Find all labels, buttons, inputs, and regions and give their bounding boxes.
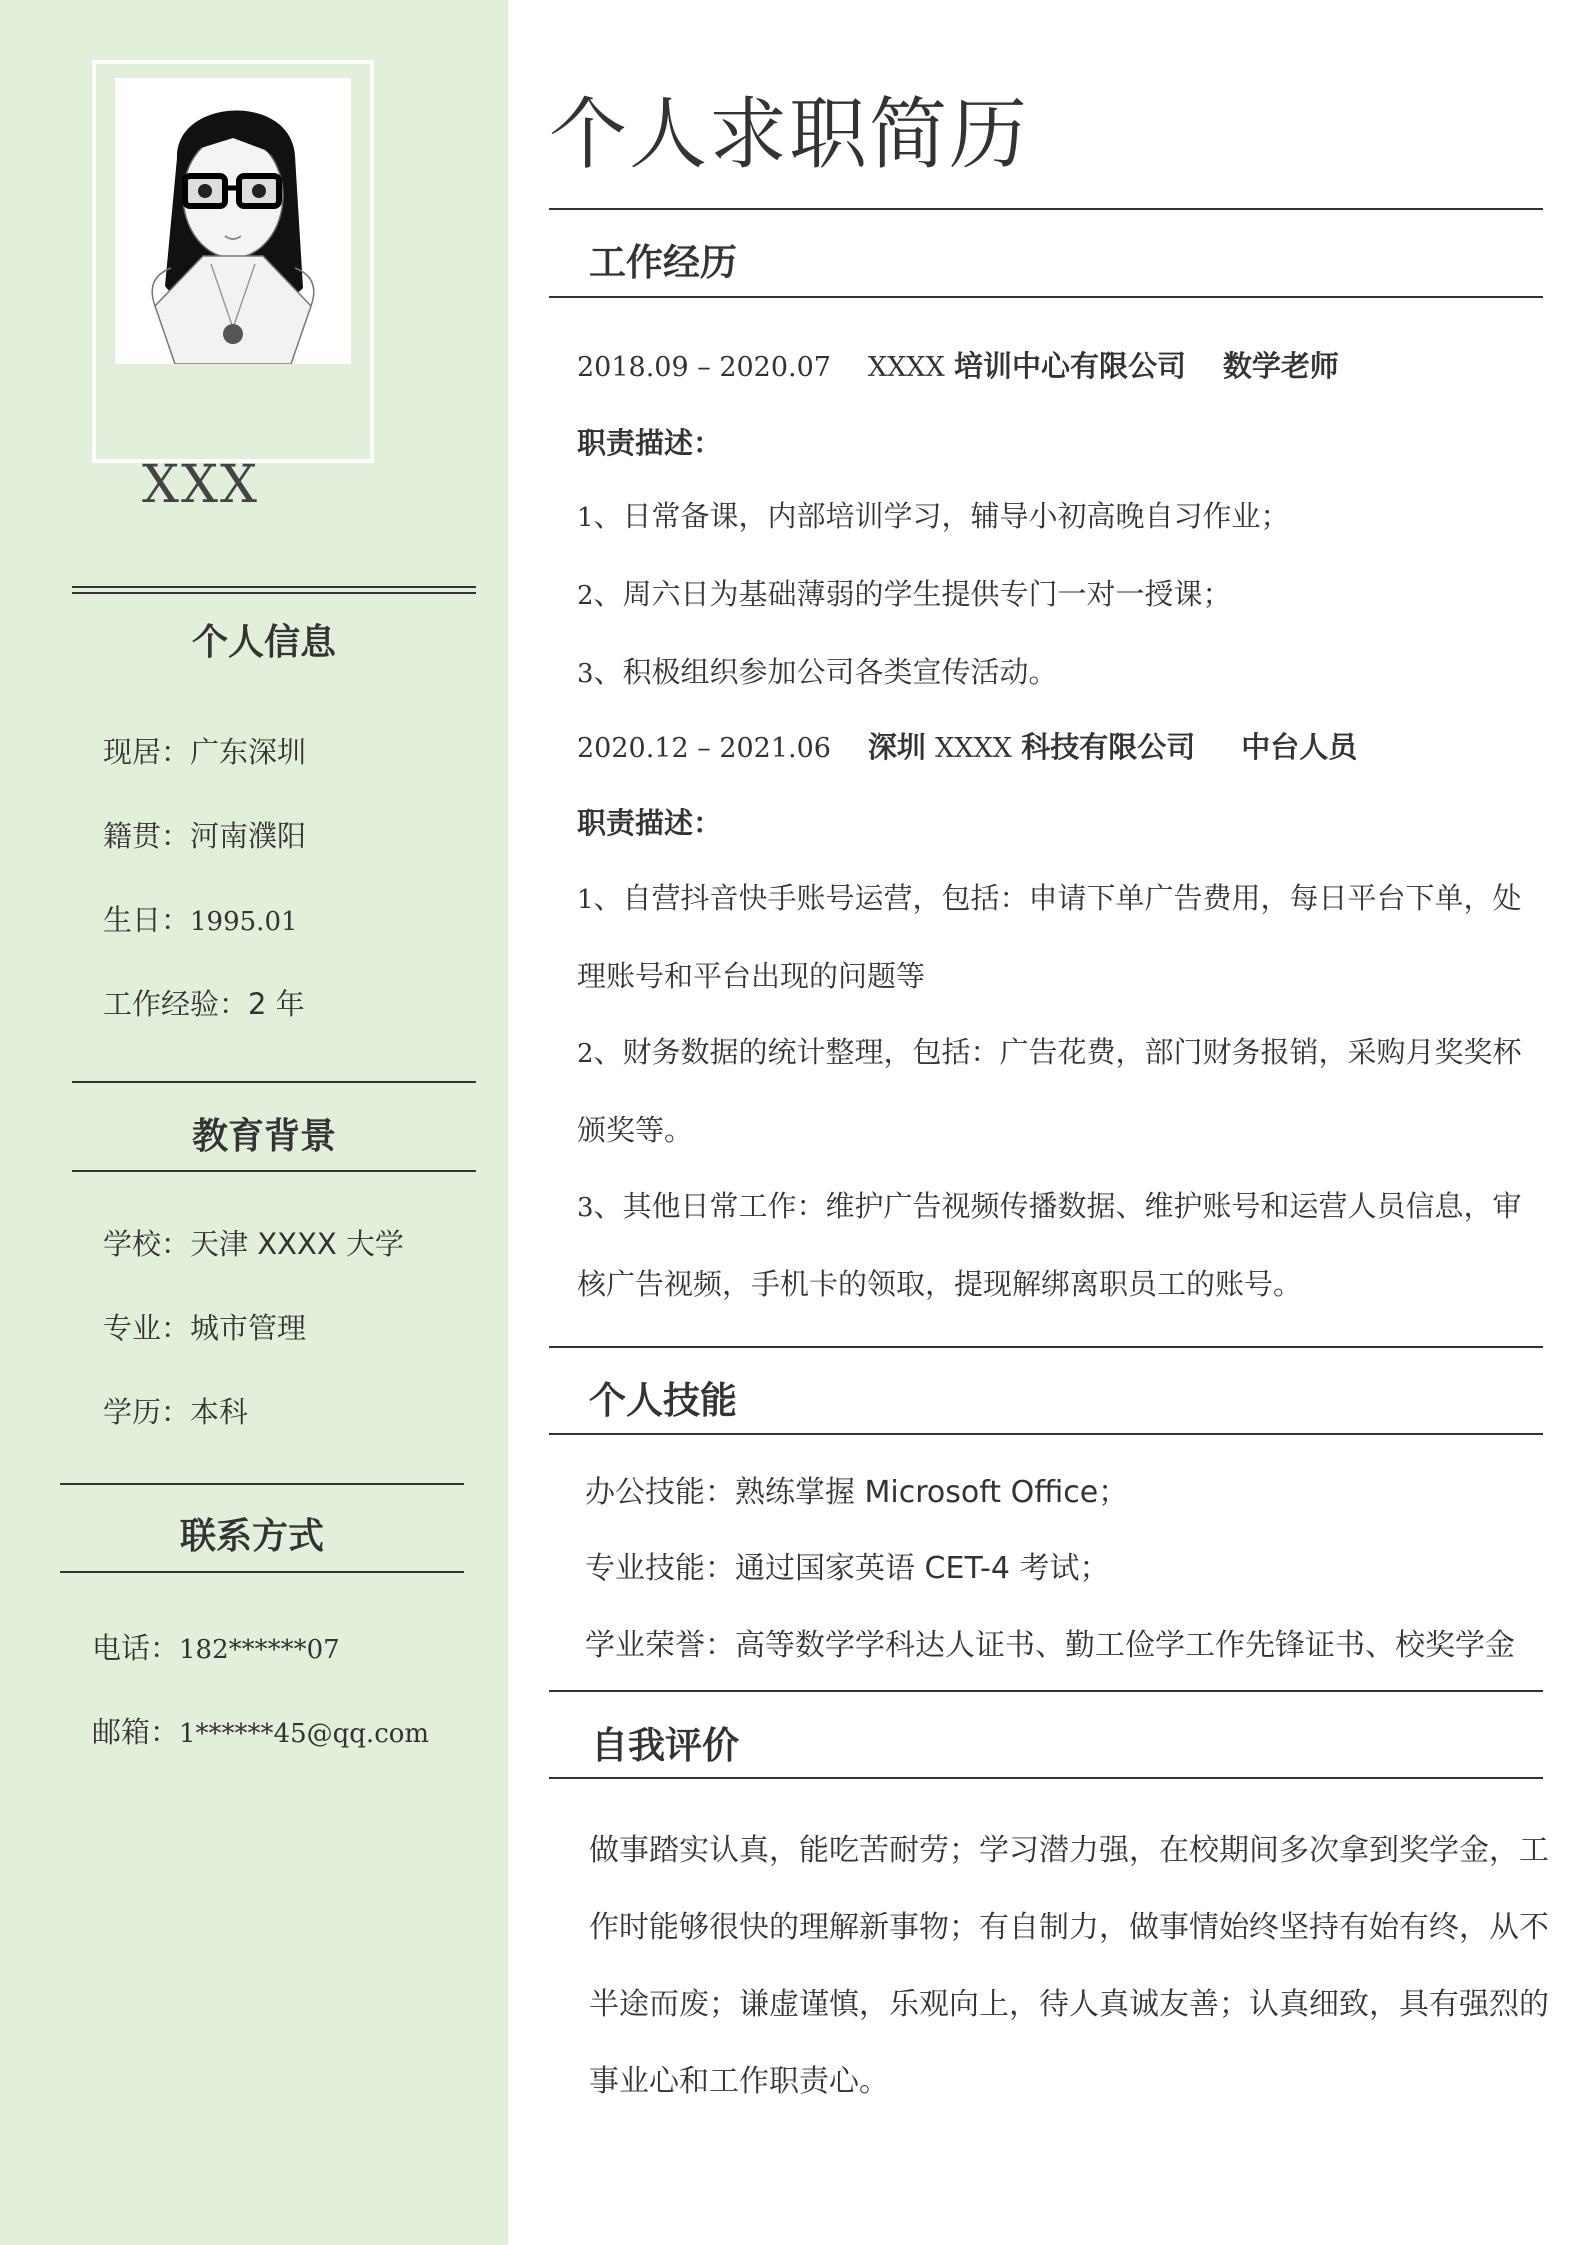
duty-num: 1 xyxy=(577,503,594,533)
section-divider xyxy=(72,586,476,594)
duty-label: 职责描述： xyxy=(577,426,723,460)
self-eval-heading: 自我评价 xyxy=(591,1724,739,1767)
job-2-duties xyxy=(577,860,1543,1322)
info-value: 2 年 xyxy=(248,987,305,1021)
info-label: 生日： xyxy=(103,903,191,937)
info-value: 1******45@qq.com xyxy=(179,1719,430,1749)
info-hometown xyxy=(103,814,306,855)
section-divider xyxy=(549,208,1543,210)
job-company: 科技有限公司 xyxy=(1021,730,1196,764)
sidebar xyxy=(0,0,508,2245)
duty-num: 1 xyxy=(577,885,594,915)
info-label: 电话： xyxy=(92,1631,180,1665)
job-company-prefix: XXXX xyxy=(935,733,1012,764)
work-heading: 工作经历 xyxy=(589,241,737,284)
job-role: 数学老师 xyxy=(1222,349,1339,383)
job-1-header xyxy=(577,344,1339,385)
duty-item xyxy=(577,634,1543,712)
duty-label: 职责描述： xyxy=(577,806,723,840)
info-experience xyxy=(103,982,305,1023)
cartoon-avatar-icon xyxy=(115,78,351,364)
duty-text: 、周六日为基础薄弱的学生提供专门一对一授课； xyxy=(593,577,1232,611)
job-role: 中台人员 xyxy=(1241,730,1358,764)
page-title: 个人求职简历 xyxy=(549,90,1030,180)
contact-heading: 联系方式 xyxy=(179,1516,324,1557)
skill-honors: 学业荣誉：高等数学学科达人证书、勤工俭学工作先锋证书、校奖学金 xyxy=(585,1628,1515,1663)
info-label: 工作经验： xyxy=(103,987,249,1021)
info-label: 学历： xyxy=(103,1395,191,1429)
info-value: 城市管理 xyxy=(190,1311,307,1345)
info-label: 邮箱： xyxy=(92,1715,180,1749)
info-label: 学校： xyxy=(103,1227,191,1261)
skills-heading: 个人技能 xyxy=(589,1379,737,1422)
duty-num: 2 xyxy=(577,581,594,611)
contact-email xyxy=(92,1710,429,1751)
section-divider xyxy=(549,1433,1543,1435)
duty-num: 3 xyxy=(577,1193,594,1223)
info-label: 籍贯： xyxy=(103,819,191,853)
duty-item xyxy=(577,860,1543,1014)
self-eval-text: 做事踏实认真，能吃苦耐劳；学习潜力强，在校期间多次拿到奖学金，工作时能够很快的理解新事物；有自制力，做事情始终坚持有始有终，从不半途而废；谦虚谨慎，乐观向上，待人真诚友善；认真细致，具有强烈的事业心和工作职责心。 xyxy=(589,1833,1549,2099)
info-label: 现居： xyxy=(103,735,191,769)
duty-item xyxy=(577,556,1543,634)
skill-english: 专业技能：通过国家英语 CET-4 考试； xyxy=(585,1551,1110,1586)
info-value: 182******07 xyxy=(179,1635,340,1665)
duty-num: 2 xyxy=(577,1039,594,1069)
duty-item xyxy=(577,478,1543,556)
edu-school xyxy=(103,1222,404,1263)
duty-item xyxy=(577,1014,1543,1168)
contact-phone xyxy=(92,1626,340,1667)
info-value: 天津 XXXX 大学 xyxy=(190,1227,404,1261)
profile-photo xyxy=(115,78,351,364)
skill-office: 办公技能：熟练掌握 Microsoft Office； xyxy=(585,1475,1129,1510)
section-divider xyxy=(60,1483,464,1485)
info-value: 河南濮阳 xyxy=(190,819,307,853)
job-date: 2020.12 – 2021.06 xyxy=(577,733,831,764)
personal-info-heading: 个人信息 xyxy=(191,622,336,663)
education-heading: 教育背景 xyxy=(191,1116,336,1157)
info-birthday xyxy=(103,898,298,939)
duty-num: 3 xyxy=(577,659,594,689)
job-company: 培训中心有限公司 xyxy=(953,349,1186,383)
duty-text: 、其他日常工作：维护广告视频传播数据、维护账号和运营人员信息，审核广告视频，手机卡的领取，提现解绑离职员工的账号。 xyxy=(577,1189,1522,1301)
section-divider xyxy=(60,1571,464,1573)
info-value: 1995.01 xyxy=(190,907,298,937)
info-value: 广东深圳 xyxy=(190,735,307,769)
duty-text: 、自营抖音快手账号运营，包括：申请下单广告费用，每日平台下单，处理账号和平台出现的问题等 xyxy=(577,881,1522,993)
job-date: 2018.09 – 2020.07 xyxy=(577,352,831,383)
section-divider xyxy=(72,1170,476,1172)
candidate-name: XXX xyxy=(142,455,260,515)
job-company-prefix: XXXX xyxy=(867,352,945,383)
duty-item xyxy=(577,1168,1543,1322)
info-residence xyxy=(103,730,306,771)
section-divider xyxy=(549,1690,1543,1692)
section-divider xyxy=(549,1777,1543,1779)
section-divider xyxy=(72,1081,476,1083)
duty-text: 、日常备课，内部培训学习，辅导小初高晚自习作业； xyxy=(593,499,1290,533)
section-divider xyxy=(549,296,1543,298)
job-2-header xyxy=(577,725,1357,766)
job-1-duties xyxy=(577,478,1543,712)
section-divider xyxy=(549,1346,1543,1348)
info-label: 专业： xyxy=(103,1311,191,1345)
edu-degree xyxy=(103,1390,248,1431)
duty-text: 、积极组织参加公司各类宣传活动。 xyxy=(593,655,1058,689)
duty-text: 、财务数据的统计整理，包括：广告花费，部门财务报销，采购月奖奖杯颁奖等。 xyxy=(577,1035,1522,1147)
info-value: 本科 xyxy=(190,1395,249,1429)
edu-major xyxy=(103,1306,306,1347)
job-company-prefix-before: 深圳 xyxy=(867,730,926,764)
